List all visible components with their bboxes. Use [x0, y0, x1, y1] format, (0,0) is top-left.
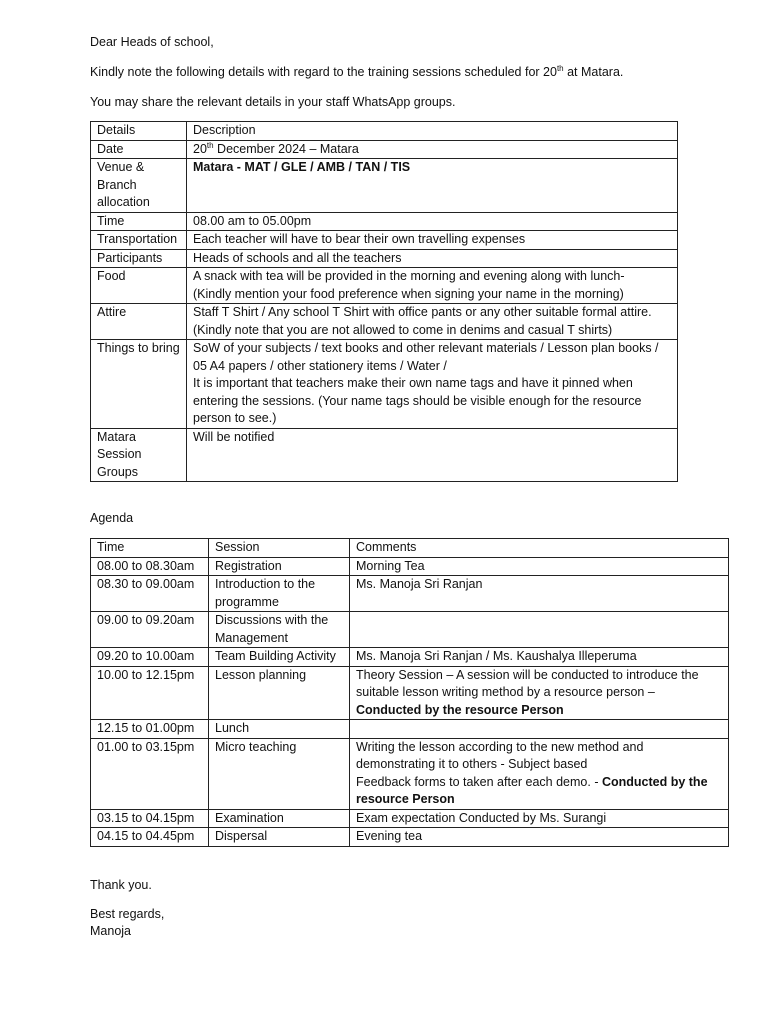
agenda-time: 03.15 to 04.15pm	[91, 809, 209, 828]
greeting: Dear Heads of school,	[90, 35, 214, 49]
agenda-comments: Exam expectation Conducted by Ms. Surangi	[350, 809, 729, 828]
letter	[90, 34, 740, 940]
food-value	[187, 268, 678, 304]
food-line-1: A snack with tea will be provided in the morning and evening along with lunch-	[193, 269, 625, 283]
intro-before: Kindly note the following details with regard to the training sessions scheduled for 20	[90, 65, 557, 79]
intro-sup: th	[556, 63, 564, 73]
agenda-time: 08.30 to 09.00am	[91, 576, 209, 612]
groups-value: Will be notified	[187, 428, 678, 482]
table-row	[91, 720, 729, 739]
agenda-comments: Evening tea	[350, 828, 729, 847]
agenda-comments: Ms. Manoja Sri Ranjan	[350, 576, 729, 612]
agenda-comments: Morning Tea	[350, 557, 729, 576]
table-row	[91, 539, 729, 558]
agenda-comments: Ms. Manoja Sri Ranjan / Ms. Kaushalya Illeperuma	[350, 648, 729, 667]
details-header-key: Details	[91, 122, 187, 141]
agenda-session: Team Building Activity	[209, 648, 350, 667]
things-line-1: SoW of your subjects / text books and other relevant materials / Lesson plan books / 05 A4 papers / other stationery items / Water /	[193, 341, 659, 373]
table-row	[91, 557, 729, 576]
agenda-time: 10.00 to 12.15pm	[91, 666, 209, 720]
agenda-time: 12.15 to 01.00pm	[91, 720, 209, 739]
participants-key: Participants	[91, 249, 187, 268]
agenda-comments-text-2: Feedback forms to taken after each demo. -	[356, 774, 599, 789]
food-key: Food	[91, 268, 187, 304]
agenda-comments-bold: Conducted by the resource Person	[356, 702, 564, 717]
table-row	[91, 122, 678, 141]
agenda-header-comments: Comments	[350, 539, 729, 558]
agenda-comments	[350, 666, 729, 720]
things-line-2: It is important that teachers make their own name tags and have it pinned when entering the sessions. (Your name tags should be visible enough for the resource person to see.)	[193, 376, 642, 425]
closing: Thank you.	[90, 877, 152, 892]
signature: Manoja	[90, 923, 131, 938]
table-row	[91, 268, 678, 304]
intro-paragraph	[90, 64, 740, 81]
venue-bold: Matara - MAT / GLE / AMB / TAN / TIS	[193, 160, 411, 174]
agenda-comments	[350, 720, 729, 739]
share-note: You may share the relevant details in your staff WhatsApp groups.	[90, 95, 456, 109]
table-row	[91, 666, 729, 720]
agenda-header-time: Time	[91, 539, 209, 558]
table-row	[91, 304, 678, 340]
agenda-time: 08.00 to 08.30am	[91, 557, 209, 576]
agenda-session: Lesson planning	[209, 666, 350, 720]
table-row	[91, 828, 729, 847]
transport-key: Transportation	[91, 231, 187, 250]
attire-line-1: Staff T Shirt / Any school T Shirt with office pants or any other suitable formal attire.	[193, 305, 652, 319]
transport-value: Each teacher will have to bear their own travelling expenses	[187, 231, 678, 250]
agenda-header-session: Session	[209, 539, 350, 558]
agenda-session: Micro teaching	[209, 738, 350, 809]
agenda-comments-bold: Conducted by the resource Person	[356, 774, 708, 806]
table-row	[91, 809, 729, 828]
things-value	[187, 340, 678, 429]
date-value	[187, 140, 678, 159]
details-table	[90, 121, 678, 482]
intro-after: at Matara.	[563, 65, 624, 79]
table-row	[91, 428, 678, 482]
agenda-time: 01.00 to 03.15pm	[91, 738, 209, 809]
agenda-session: Examination	[209, 809, 350, 828]
agenda-title: Agenda	[90, 511, 134, 525]
food-line-2: (Kindly mention your food preference when signing your name in the morning)	[193, 286, 624, 301]
table-row	[91, 231, 678, 250]
agenda-session: Registration	[209, 557, 350, 576]
participants-value: Heads of schools and all the teachers	[187, 249, 678, 268]
venue-key: Venue & Branch allocation	[91, 159, 187, 213]
things-key: Things to bring	[91, 340, 187, 429]
table-row	[91, 249, 678, 268]
agenda-comments	[350, 612, 729, 648]
regards: Best regards,	[90, 906, 165, 921]
table-row	[91, 340, 678, 429]
details-header-value: Description	[187, 122, 678, 141]
agenda-time: 09.00 to 09.20am	[91, 612, 209, 648]
table-row	[91, 576, 729, 612]
groups-key: Matara Session Groups	[91, 428, 187, 482]
table-row	[91, 738, 729, 809]
table-row	[91, 612, 729, 648]
agenda-session: Discussions with the Management	[209, 612, 350, 648]
attire-line-2: (Kindly note that you are not allowed to come in denims and casual T shirts)	[193, 322, 613, 337]
agenda-comments-text: Theory Session – A session will be conducted to introduce the suitable lesson writing method by a resource person –	[356, 667, 699, 699]
date-rest: December 2024 – Matara	[213, 141, 359, 156]
agenda-session: Dispersal	[209, 828, 350, 847]
table-row	[91, 212, 678, 231]
date-day: 20	[193, 141, 207, 156]
time-value: 08.00 am to 05.00pm	[187, 212, 678, 231]
date-key: Date	[91, 140, 187, 159]
table-row	[91, 648, 729, 667]
agenda-session: Lunch	[209, 720, 350, 739]
attire-value	[187, 304, 678, 340]
date-sup: th	[206, 140, 214, 150]
table-row	[91, 159, 678, 213]
agenda-table	[90, 538, 729, 847]
agenda-comments	[350, 738, 729, 809]
venue-value	[187, 159, 678, 213]
agenda-comments-text: Writing the lesson according to the new method and demonstrating it to others - Subject based	[356, 739, 644, 771]
attire-key: Attire	[91, 304, 187, 340]
table-row	[91, 140, 678, 159]
agenda-time: 09.20 to 10.00am	[91, 648, 209, 667]
time-key: Time	[91, 212, 187, 231]
agenda-time: 04.15 to 04.45pm	[91, 828, 209, 847]
agenda-session: Introduction to the programme	[209, 576, 350, 612]
